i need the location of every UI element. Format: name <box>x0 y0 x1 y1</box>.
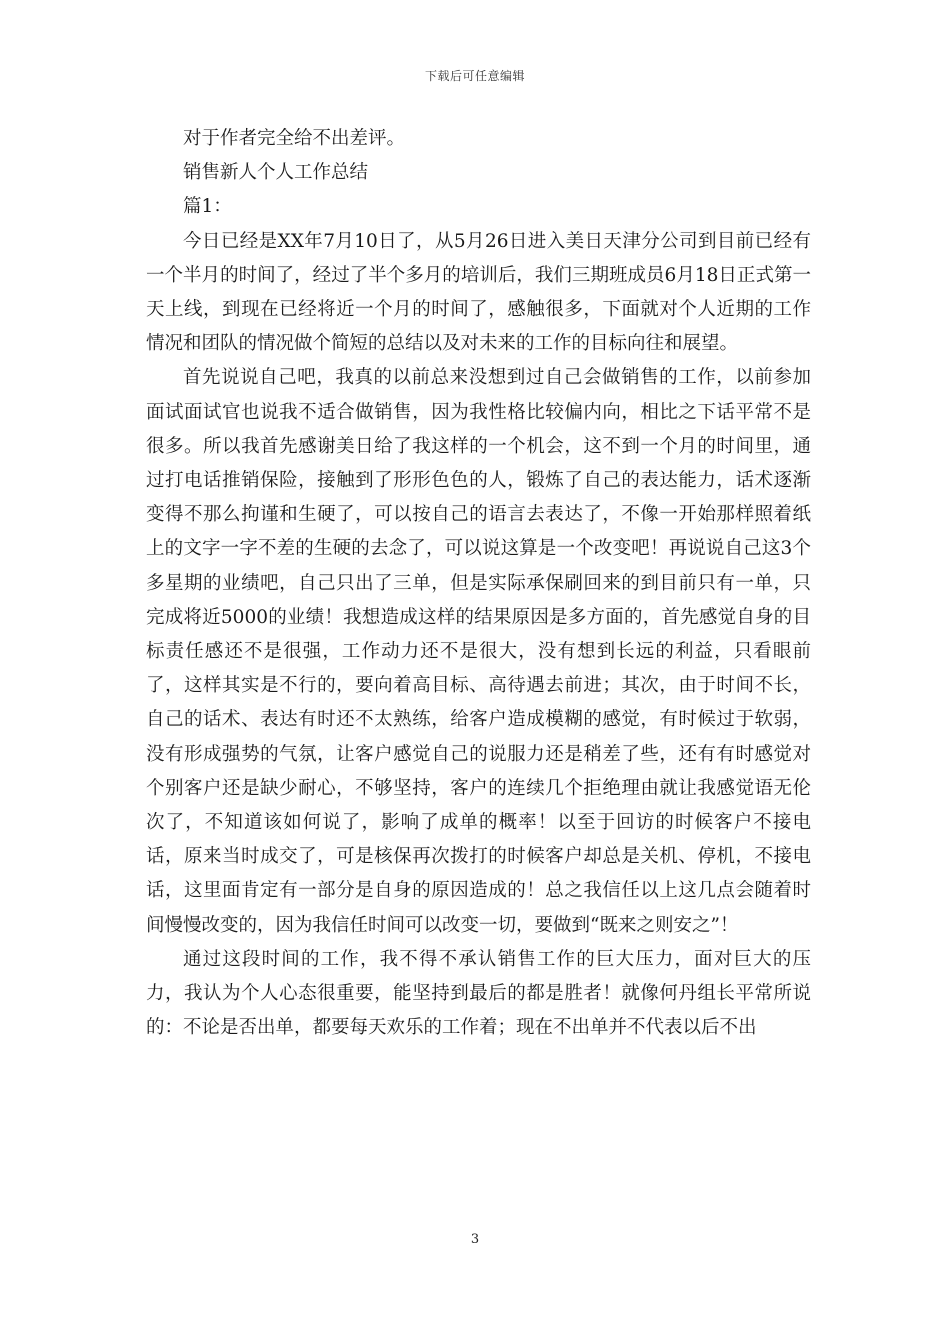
paragraph: 通过这段时间的工作，我不得不承认销售工作的巨大压力，面对巨大的压力，我认为个人心态很重要，能坚持到最后的都是胜者！就像何丹组长平常所说的：不论是否出单，都要每天欢乐的工作着；现在不出单并不代表以后不出 <box>146 948 811 1039</box>
page-number: 3 <box>470 1232 480 1247</box>
paragraph: 今日已经是XX年7月10日了，从5月26日进入美日天津分公司到目前已经有一个半月的时间了，经过了半个多月的培训后，我们三期班成员6月18日正式第一天上线，到现在已经将近一个月的时间了，感触很多，下面就对个人近期的工作情况和团队的情况做个简短的总结以及对未来的工作的目标向往和展望。 <box>146 230 811 355</box>
section-title: 销售新人个人工作总结 <box>183 162 369 184</box>
document-body <box>146 122 811 1045</box>
paragraph: 对于作者完全给不出差评。 <box>183 128 406 149</box>
chapter-label: 篇1： <box>183 196 232 218</box>
paragraph: 首先说说自己吧，我真的以前总来没想到过自己会做销售的工作，以前参加面试面试官也说我不适合做销售，因为我性格比较偏内向，相比之下话平常不是很多。所以我首先感谢美日给了我这样的一个机会，这不到一个月的时间里，通过打电话推销保险，接触到了形形色色的人，锻炼了自己的表达能力，话术逐渐变得不那么拘谨和生硬了，可以按自己的语言去表达了，不像一开始那样照着纸上的文字一字不差的生硬的去念了，可以说这算是一个改变吧！再说说自己这3个多星期的业绩吧，自己只出了三单，但是实际承保刷回来的到目前只有一单，只完成将近5000的业绩！我想造成这样的结果原因是多方面的，首先感觉自身的目标责任感还不是很强，工作动力还不是很大，没有想到长远的利益，只看眼前了，这样其实是不行的，要向着高目标、高待遇去前进；其次，由于时间不长，自己的话术、表达有时还不太熟练，给客户造成模糊的感觉，有时候过于软弱，没有形成强势的气氛，让客户感觉自己的说服力还是稍差了些，还有有时感觉对个别客户还是缺少耐心，不够坚持，客户的连续几个拒绝理由就让我感觉语无伦次了，不知道该如何说了，影响了成单的概率！以至于回访的时候客户不接电话，原来当时成交了，可是核保再次拨打的时候客户却总是关机、停机，不接电话，这里面肯定有一部分是自身的原因造成的！总之我信任以上这几点会随着时间慢慢改变的，因为我信任时间可以改变一切，要做到“既来之则安之”！ <box>146 367 811 936</box>
page-header: 下载后可任意编辑 <box>424 69 525 83</box>
